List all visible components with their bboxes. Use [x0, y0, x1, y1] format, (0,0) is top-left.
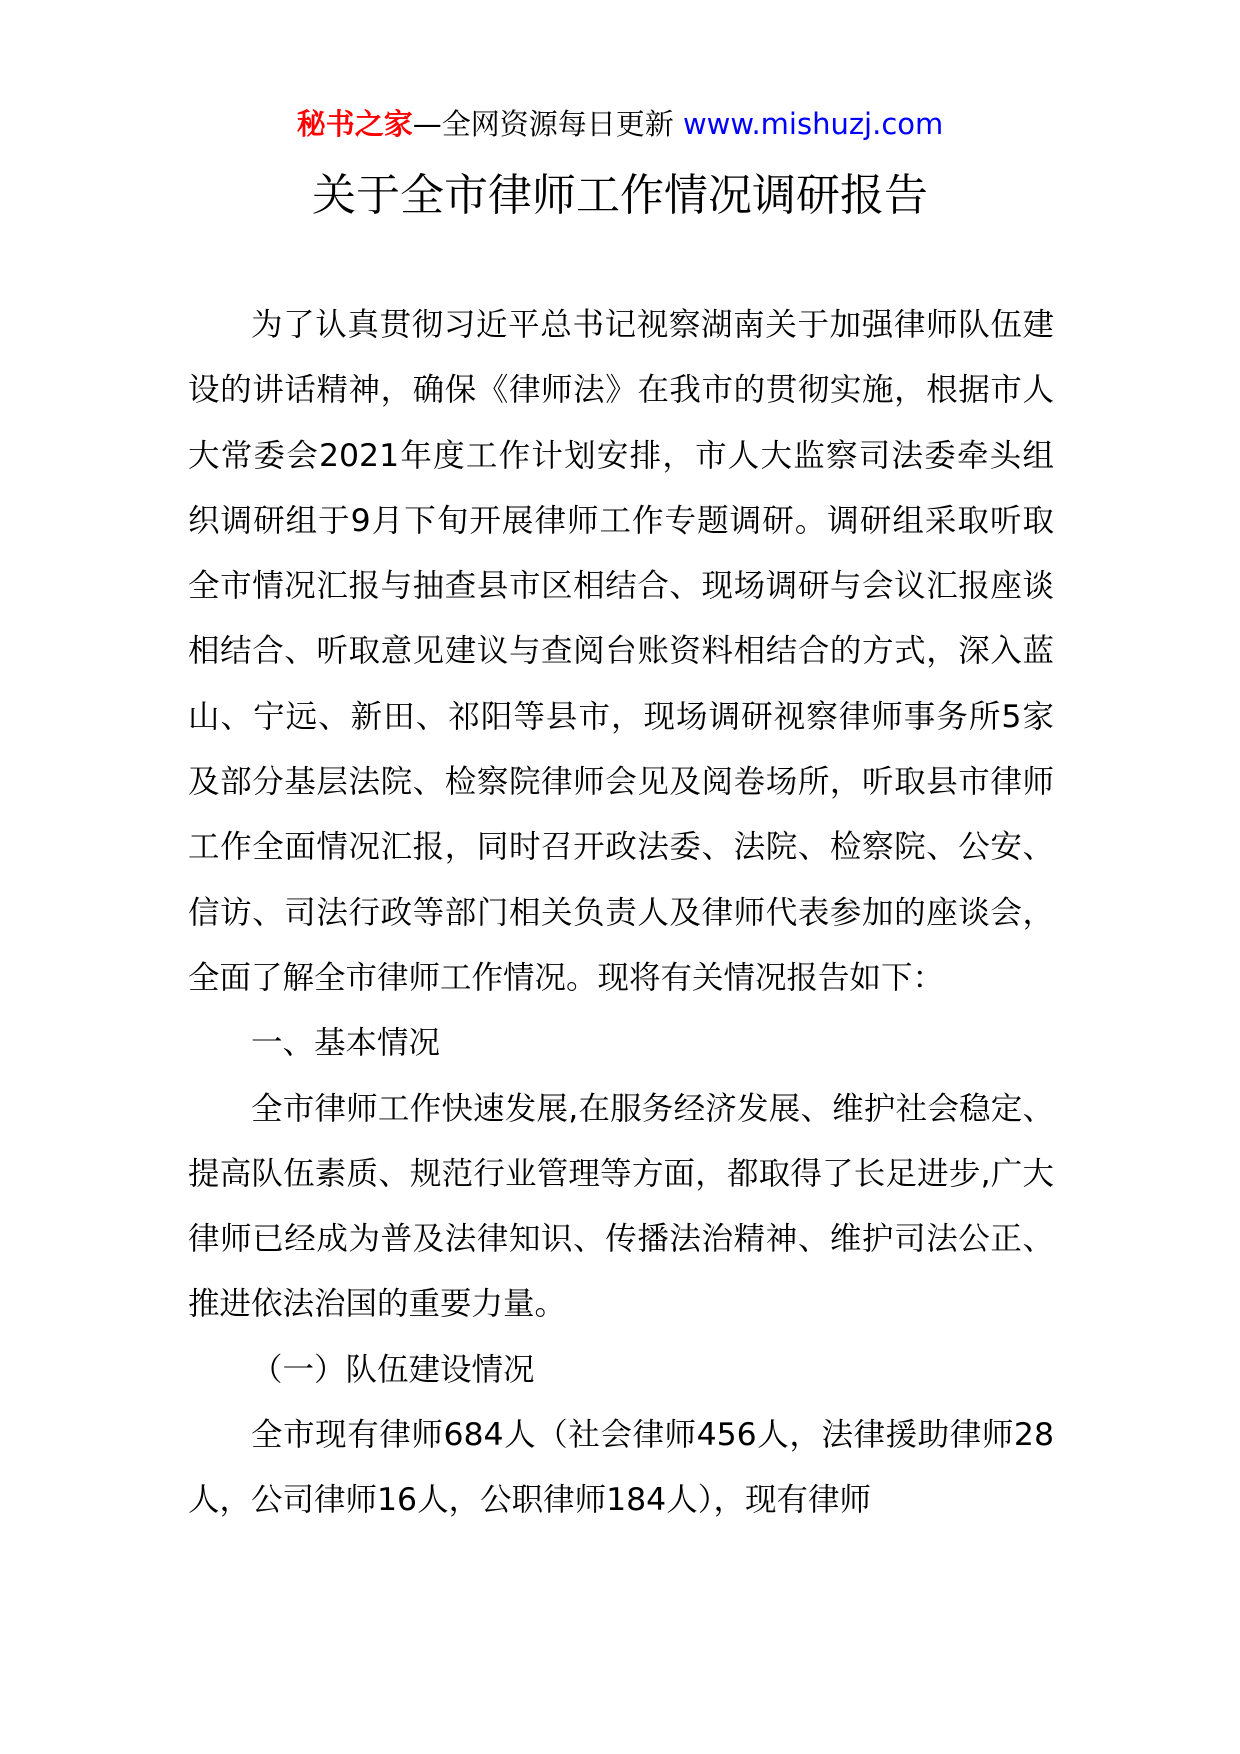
intro-paragraph: 为了认真贯彻习近平总书记视察湖南关于加强律师队伍建设的讲话精神，确保《律师法》在我市的贯彻实施，根据市人大常委会2021年度工作计划安排，市人大监察司法委牵头组织调研组于9月下旬开展律师工作专题调研。调研组采取听取全市情况汇报与抽查县市区相结合、现场调研与会议汇报座谈相结合、听取意见建议与查阅台账资料相结合的方式，深入蓝山、宁远、新田、祁阳等县市，现场调研视察律师事务所5家及部分基层法院、检察院律师会见及阅卷场所，听取县市律师工作全面情况汇报，同时召开政法委、法院、检察院、公安、信访、司法行政等部门相关负责人及律师代表参加的座谈会，全面了解全市律师工作情况。现将有关情况报告如下： [188, 307, 1054, 996]
site-header [0, 104, 1240, 144]
document-body [188, 293, 1054, 1534]
basic-situation-paragraph: 全市律师工作快速发展,在服务经济发展、维护社会稳定、提高队伍素质、规范行业管理等方面，都取得了长足进步,广大律师已经成为普及法律知识、传播法治精神、维护司法公正、推进依法治国的重要力量。 [188, 1090, 1054, 1323]
subsection-heading-team-building: （一）队伍建设情况 [251, 1351, 535, 1388]
site-brand: 秘书之家 [296, 107, 413, 141]
site-url-link[interactable]: www.mishuzj.com [682, 107, 944, 141]
site-slogan: —全网资源每日更新 [412, 107, 674, 141]
document-title: 关于全市律师工作情况调研报告 [312, 170, 928, 221]
team-building-paragraph: 全市现有律师684人（社会律师456人，法律援助律师28人，公司律师16人，公职律师184人），现有律师 [188, 1417, 1054, 1519]
section-heading-basic-situation: 一、基本情况 [251, 1025, 441, 1062]
